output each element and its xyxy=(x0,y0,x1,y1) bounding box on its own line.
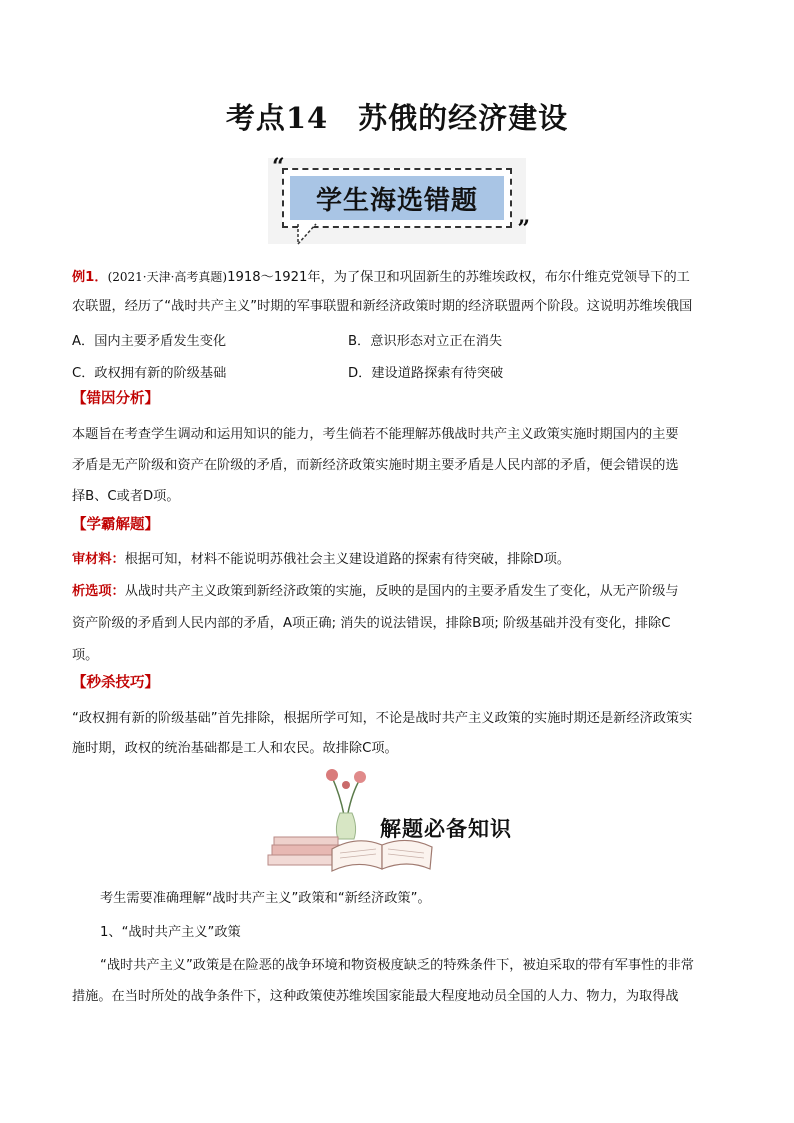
banner-label: 学生海选错题 xyxy=(290,176,504,220)
knowledge-para1-line1: “战时共产主义”政策是在险恶的战争环境和物资极度缺乏的特殊条件下，被迫采取的带有军事性的非常 xyxy=(100,958,694,973)
option-d: D．建设道路探索有待突破 xyxy=(348,366,504,381)
option-a: A．国内主要矛盾发生变化 xyxy=(72,334,227,349)
solution-heading: 【学霸解题】 xyxy=(72,517,159,533)
open-quote-mark: “ xyxy=(272,154,285,180)
error-analysis-heading: 【错因分析】 xyxy=(72,391,159,407)
solution-review xyxy=(72,545,724,575)
example-label: 例1． xyxy=(72,270,108,285)
knowledge-label: 解题必备知识 xyxy=(380,817,512,841)
page-title: 考点14 苏俄的经济建设 xyxy=(225,101,569,135)
review-text: 根据可知，材料不能说明苏俄社会主义建设道路的探索有待突破，排除D项。 xyxy=(124,552,571,567)
example-line-1 xyxy=(72,262,724,293)
trick-line-1: “政权拥有新的阶级基础”首先排除，根据所学可知，不论是战时共产主义政策的实施时期还是新经济政策实 xyxy=(72,711,693,726)
error-analysis-line-3: 择B、C或者D项。 xyxy=(72,489,180,504)
knowledge-banner xyxy=(262,765,562,875)
trick-heading: 【秒杀技巧】 xyxy=(72,675,159,691)
knowledge-para1-line2: 措施。在当时所处的战争条件下，这种政策使苏维埃国家能最大程度地动员全国的人力、物力，为取得战 xyxy=(72,989,679,1004)
trick-line-2: 施时期，政权的统治基础都是工人和农民。故排除C项。 xyxy=(72,741,398,756)
example-line-2: 农联盟，经历了“战时共产主义”时期的军事联盟和新经济政策时期的经济联盟两个阶段。这说明苏维埃俄国 xyxy=(72,299,693,314)
solution-analyze-line-2: 资产阶级的矛盾到人民内部的矛盾，A项正确; 消失的说法错误，排除B项; 阶级基础并没有变化，排除C xyxy=(72,616,671,631)
section-banner xyxy=(268,154,530,250)
close-quote-mark: ” xyxy=(517,216,530,242)
option-b: B．意识形态对立正在消失 xyxy=(348,334,503,349)
analyze-line1-text: 从战时共产主义政策到新经济政策的实施，反映的是国内的主要矛盾发生了变化，从无产阶级与 xyxy=(124,584,679,599)
solution-analyze-line-3: 项。 xyxy=(72,648,99,663)
example-source: (2021·天津·高考真题) xyxy=(107,270,228,284)
analyze-label: 析选项： xyxy=(72,584,125,599)
error-analysis-line-2: 矛盾是无产阶级和资产在阶级的矛盾，而新经济政策实施时期主要矛盾是人民内部的矛盾，便会错误的选 xyxy=(72,458,679,473)
example-line1-text: 1918～1921年，为了保卫和巩固新生的苏维埃政权，布尔什维克党领导下的工 xyxy=(227,270,690,285)
option-c: C．政权拥有新的阶级基础 xyxy=(72,366,227,381)
knowledge-intro: 考生需要准确理解“战时共产主义”政策和“新经济政策”。 xyxy=(100,891,431,906)
error-analysis-line-1: 本题旨在考查学生调动和运用知识的能力，考生倘若不能理解苏俄战时共产主义政策实施时期国内的主要 xyxy=(72,427,679,442)
review-label: 审材料： xyxy=(72,552,125,567)
banner-box xyxy=(282,168,512,228)
speech-tail-icon xyxy=(296,222,336,248)
knowledge-item1-title: 1、“战时共产主义”政策 xyxy=(100,925,241,940)
solution-analyze-line-1 xyxy=(72,577,724,607)
